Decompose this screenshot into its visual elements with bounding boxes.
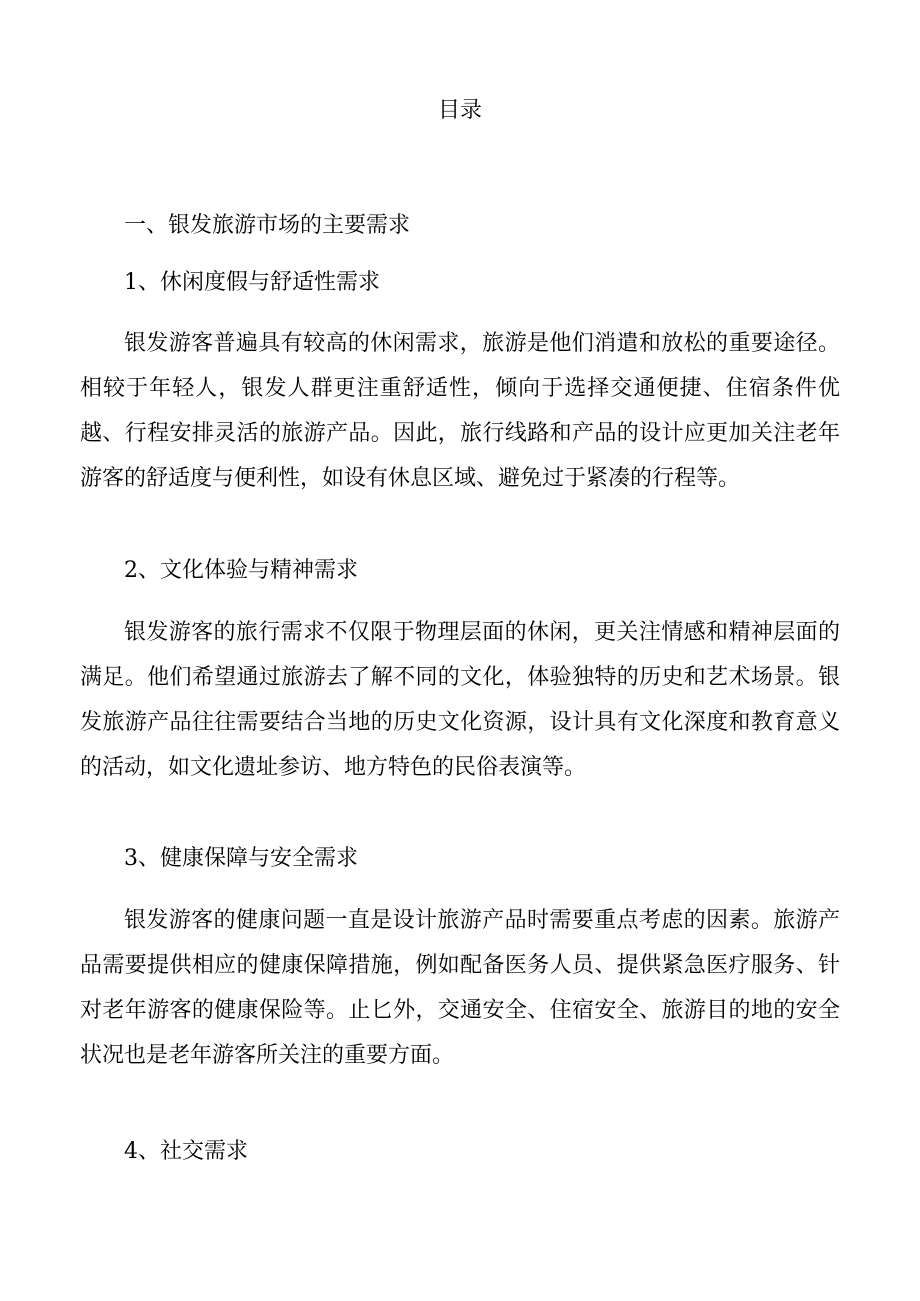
subsection-heading-1: 1、休闲度假与舒适性需求 xyxy=(124,270,380,295)
paragraph-3: 银发游客的健康问题一直是设计旅游产品时需要重点考虑的因素。旅游产品需要提供相应的健康保障措施，例如配备医务人员、提供紧急医疗服务、针对老年游客的健康保险等。止匕外，交通安全、住宿安全、旅游目的地的安全状况也是老年游客所关注的重要方面。 xyxy=(80,908,840,1068)
page-title: 目录 xyxy=(437,98,482,123)
subsection-heading-2: 2、文化体验与精神需求 xyxy=(124,558,358,583)
subsection-heading-4: 4、社交需求 xyxy=(124,1139,248,1164)
paragraph-1: 银发游客普遍具有较高的休闲需求，旅游是他们消遣和放松的重要途径。相较于年轻人，银发人群更注重舒适性，倾向于选择交通便捷、住宿条件优越、行程安排灵活的旅游产品。因此，旅行线路和产品的设计应更加关注老年游客的舒适度与便利性，如设有休息区域、避免过于紧凑的行程等。 xyxy=(80,331,840,491)
subsection-heading-3: 3、健康保障与安全需求 xyxy=(124,846,358,871)
section-heading: 一、银发旅游市场的主要需求 xyxy=(124,213,411,238)
paragraph-2: 银发游客的旅行需求不仅限于物理层面的休闲，更关注情感和精神层面的满足。他们希望通过旅游去了解不同的文化，体验独特的历史和艺术场景。银发旅游产品往往需要结合当地的历史文化资源，设计具有文化深度和教育意义的活动，如文化遗址参访、地方特色的民俗表演等。 xyxy=(80,620,840,780)
